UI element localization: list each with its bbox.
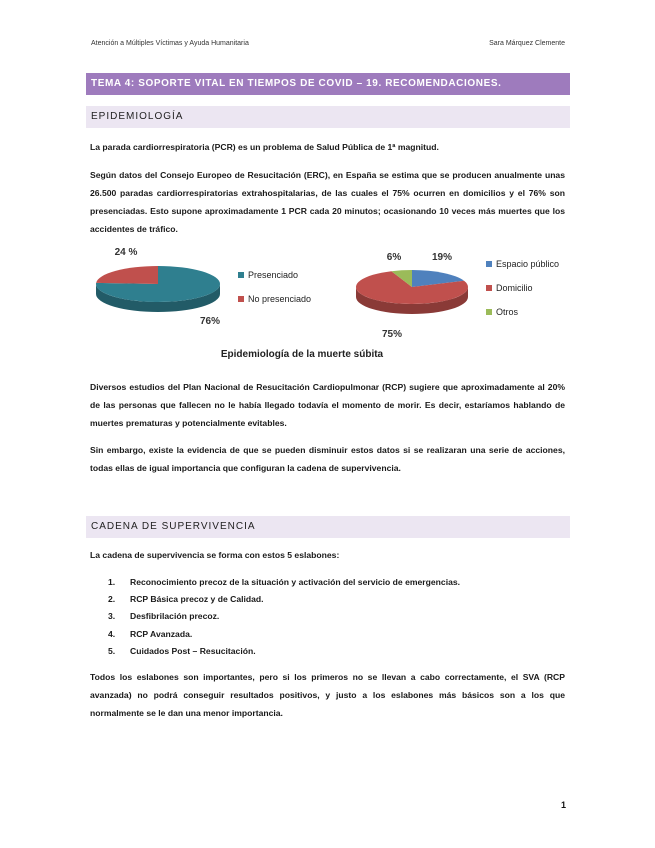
list-item: 2. RCP Básica precoz y de Calidad. — [108, 594, 264, 605]
page-title: TEMA 4: SOPORTE VITAL EN TIEMPOS DE COVID – 19. RECOMENDACIONES. — [86, 73, 570, 95]
legend-swatch — [486, 261, 492, 267]
chain-list — [108, 574, 460, 660]
slice-label: 19% — [431, 252, 453, 263]
section-heading-epidemiologia: EPIDEMIOLOGÍA — [86, 106, 570, 128]
legend-swatch — [238, 296, 244, 302]
legend-label: No presenciado — [248, 294, 312, 304]
legend-label: Otros — [496, 307, 519, 317]
epidemiology-charts — [86, 240, 570, 365]
legend-label: Espacio público — [496, 259, 560, 269]
slice-label: 75% — [381, 329, 403, 340]
closing-paragraph: Todos los eslabones son importantes, pero si los primeros no se llevan a cabo correctamente, el SVA (RCP avanzada) no podrá conseguir resultados positivos, y justo a los eslabones más básicos son a los que normalmente se le dan una menor importancia. — [90, 672, 565, 718]
slice-label: 24 % — [114, 247, 138, 258]
chain-intro: La cadena de supervivencia se forma con estos 5 eslabones: — [90, 550, 340, 560]
slice-label: 6% — [386, 252, 402, 263]
pie-slice — [96, 266, 158, 284]
list-item: 5. Cuidados Post – Resucitación. — [108, 645, 256, 656]
list-item: 1. Reconocimiento precoz de la situación y activación del servicio de emergencias. — [108, 577, 461, 587]
paragraph-4: Sin embargo, existe la evidencia de que se pueden disminuir estos datos si se realizaran una serie de acciones, todas ellas de igual importancia que configuran la cadena de supervivencia. — [90, 445, 565, 473]
page-number: 1 — [560, 800, 566, 810]
list-item: 3. Desfibrilación precoz. — [108, 611, 220, 622]
section-heading-cadena: CADENA DE SUPERVIVENCIA — [86, 516, 570, 538]
legend-label: Domicilio — [496, 283, 533, 293]
chart-title: Epidemiología de la muerte súbita — [220, 349, 384, 360]
header-right: Sara Márquez Clemente — [489, 40, 565, 47]
header-left: Atención a Múltiples Víctimas y Ayuda Humanitaria — [91, 40, 249, 47]
legend-swatch — [486, 285, 492, 291]
paragraph-1: La parada cardiorrespiratoria (PCR) es un problema de Salud Pública de 1ª magnitud. — [90, 142, 439, 152]
list-item: 4. RCP Avanzada. — [108, 628, 193, 639]
legend-swatch — [486, 309, 492, 315]
legend-swatch — [238, 272, 244, 278]
slice-label: 76% — [199, 316, 221, 327]
paragraph-3: Diversos estudios del Plan Nacional de Resucitación Cardiopulmonar (RCP) sugiere que aproximadamente al 20% de las personas que fallecen no le había llegado todavía el momento de morir. Es decir, estaríamos hablando de muertes prematuras y potencialmente evitables. — [90, 382, 565, 428]
paragraph-2: Según datos del Consejo Europeo de Resucitación (ERC), en España se estima que se producen anualmente unas 26.500 paradas cardiorrespiratorias extrahospitalarias, de las cuales el 75% ocurren en domicilios y el 76% son presenciadas. Esto supone aproximadamente 1 PCR cada 20 minutos; ocasionando 10 veces más muertes que los accidentes de tráfico. — [90, 170, 565, 234]
legend-label: Presenciado — [248, 270, 299, 280]
